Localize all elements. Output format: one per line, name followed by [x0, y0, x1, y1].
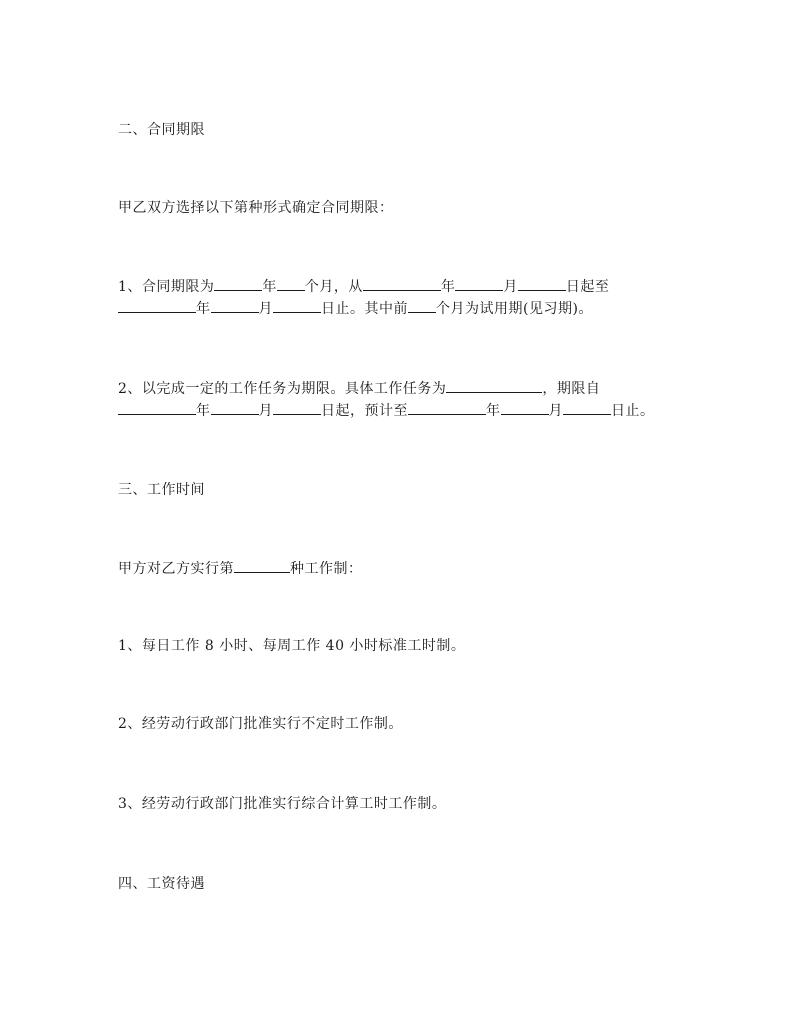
blank-start-year[interactable] — [363, 276, 441, 291]
blank-months[interactable] — [277, 276, 305, 291]
text: 年 — [486, 403, 501, 419]
text: 个月，从 — [304, 279, 363, 295]
term-option-1-line-1 — [118, 276, 609, 297]
work-system-option-3: 3、经劳动行政部门批准实行综合计算工时工作制。 — [118, 796, 447, 812]
text: 日止。其中前 — [321, 301, 408, 317]
blank-work-task[interactable] — [446, 378, 542, 393]
blank-years[interactable] — [214, 276, 262, 291]
text: 月 — [258, 301, 273, 317]
text: 2、以完成一定的工作任务为期限。具体工作任务为 — [118, 381, 447, 397]
blank-start-year[interactable] — [118, 400, 196, 415]
term-option-2-line-1 — [118, 378, 600, 399]
blank-start-month[interactable] — [211, 400, 259, 415]
text: 年 — [440, 279, 456, 295]
text: 月 — [258, 403, 273, 419]
blank-end-year[interactable] — [408, 400, 486, 415]
blank-end-day[interactable] — [563, 400, 611, 415]
blank-start-month[interactable] — [455, 276, 503, 291]
section-heading-salary: 四、工资待遇 — [118, 876, 205, 892]
work-system-option-1: 1、每日工作 8 小时、每周工作 40 小时标准工时制。 — [118, 638, 466, 654]
text: ，期限自 — [542, 381, 601, 397]
blank-end-year[interactable] — [118, 298, 196, 313]
term-option-1-line-2 — [118, 298, 593, 319]
text: 种工作制： — [290, 561, 363, 577]
blank-work-system[interactable] — [234, 558, 290, 573]
blank-end-month[interactable] — [211, 298, 259, 313]
section-heading-working-hours: 三、工作时间 — [118, 482, 205, 498]
blank-probation-months[interactable] — [408, 298, 436, 313]
blank-start-day[interactable] — [518, 276, 566, 291]
text: 日止。 — [611, 403, 655, 419]
text: 1、合同期限为 — [118, 279, 215, 295]
contract-term-intro: 甲乙双方选择以下第种形式确定合同期限： — [118, 200, 394, 216]
blank-start-day[interactable] — [273, 400, 321, 415]
text: 月 — [503, 279, 518, 295]
blank-end-day[interactable] — [273, 298, 321, 313]
text: 年 — [262, 279, 277, 295]
text: 日起，预计至 — [321, 403, 408, 419]
text: 甲方对乙方实行第 — [118, 561, 234, 577]
text: 年 — [196, 301, 211, 317]
text: 日起至 — [565, 279, 610, 295]
text: 个月为试用期(见习期)。 — [436, 301, 593, 317]
text: 年 — [196, 403, 211, 419]
term-option-2-line-2 — [118, 400, 655, 421]
work-system-option-2: 2、经劳动行政部门批准实行不定时工作制。 — [118, 716, 403, 732]
working-hours-intro — [118, 558, 363, 579]
text: 月 — [548, 403, 563, 419]
blank-end-month[interactable] — [501, 400, 549, 415]
section-heading-contract-term: 二、合同期限 — [118, 122, 205, 138]
